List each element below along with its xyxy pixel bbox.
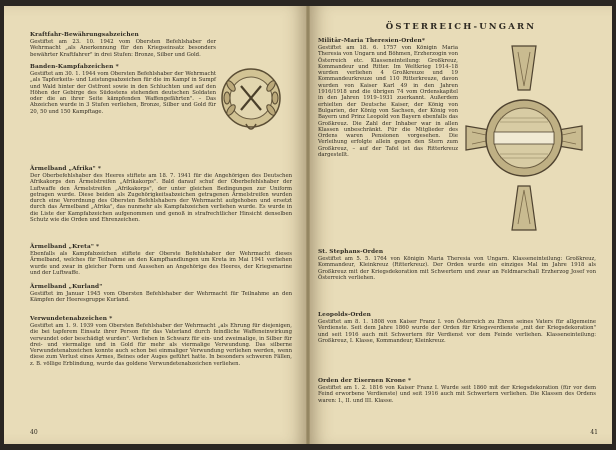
section-title: Ärmelband „Kreta" * [30,244,100,250]
section-afrika [30,166,292,223]
page-number: 41 [590,429,598,436]
section-text: Gestiftet am 23. 10. 1942 vom Obersten Befehlshaber der Wehrmacht „als Anerkennung für den Kriegseinsatz besonders bewährter Kraftfahrer" in drei Stufen: Bronze, Silber und Gold. [30,39,216,58]
section-title: Militär-Maria Theresien-Orden* [318,38,425,44]
section-title: Kraftfahr-Bewährungsabzeichen [30,32,139,38]
section-text: Gestiftet am 8. 1. 1808 von Kaiser Franz I. von Österreich zu Ehren seines Vaters für allgemeine Verdienste. Seit dem Jahre 1860 wurde der Orden für Kriegsverdienste „mit der Kriegsdekoration" und seit 1916 auch mit Schwertern für Verdienst vor dem Feinde verliehen. Klasseneinteilung: Großkreuz, I. Klasse, Kommandeur, Kleinkreuz. [318,319,596,344]
section-kraftfahr [30,32,216,58]
section-eiserne-krone [318,378,596,404]
section-kurland [30,284,292,304]
left-page [4,6,306,444]
section-title: Banden-Kampfabzeichen * [30,64,119,70]
right-page [310,6,612,444]
section-banden [30,64,216,115]
maria-theresien-cross-icon [460,38,588,238]
section-text: Gestiftet am 5. 5. 1764 von Königin Maria Theresia von Ungarn. Klasseneinteilung: Großkreuz, Kommandeur, Kleinkreuz (Ritterkreuz). Der Orden wurde ein einziges Mal im Jahre 1918 als Großkreuz mit der Kriegsdekoration mit Schwertern und zwar an Feldmarschall Erzherzog Josef von Österreich verliehen. [318,256,596,281]
section-text: Gestiftet am 30. 1. 1944 vom Obersten Befehlshaber der Wehrmacht „als Tapferkeits- und Leistungsabzeichen für die im Kampf in Sumpf und Wald hinter der Ostfront sowie in den Schluchten und auf den Höhen der Gebirge des Südostens stehenden deutschen Soldaten oder die an ihrer Seite kämpfenden Waffengefährten". – Das Abzeichen wurde in 3 Stufen verliehen, Bronze, Silber und Gold für 20, 50 und 150 Kampftage. [30,71,216,115]
section-text: Gestiftet im Januar 1945 vom Obersten Befehlshaber der Wehrmacht für Teilnahme an den Kämpfen der Heeresgruppe Kurland. [30,291,292,304]
section-text: Ebenfalls als Kampfabzeichen stiftete der Oberste Befehlshaber der Wehrmacht dieses Ärmelband, welches für Teilnahme an den Kampfhandlungen um Kreta im Mai 1941 verliehen wurde und zwar in gleicher Form und Aussehen an Angehörige des Heeres, der Kriegsmarine und der Luftwaffe. [30,251,292,276]
section-verwundeten [30,316,292,367]
page-heading: ÖSTERREICH-UNGARN [385,22,537,32]
page-number: 40 [30,429,38,436]
section-title: St. Stephans-Orden [318,249,384,255]
section-text: Gestiftet am 1. 2. 1816 von Kaiser Franz I. Wurde seit 1860 mit der Kriegsdekoration (für vor dem Feind erworbene Verdienste) und seit 1916 auch mit Schwertern verliehen. Die Klassen des Ordens waren: I., II. und III. Klasse. [318,385,596,404]
section-title: Ärmelband „Kurland" [30,284,103,290]
section-title: Ärmelband „Afrika" * [30,166,101,172]
section-text: Der Oberbefehlshaber des Heeres stiftete am 18. 7. 1941 für die Angehörigen des Deutschen Afrikakorps den Ärmelstreifen „Afrikakorps". Bald darauf schuf der Oberbefehlshaber der Luftwaffe den Ärmelstreifen „Afrikakorps", der unter gleichen Bedingungen zur Uniform getragen wurde. Diese beiden als Zugehörigkeitsabzeichen getragenen Ärmelstreifen wurden durch eine Verordnung des Obersten Befehlshabers der Wehrmacht aufgehoben und ersetzt durch das Ärmelband „Afrika", das nunmehr als Kampfabzeichen verliehen wurde. Es wurde in die Liste der Kampfabzeichen aufgenommen und genoß in strafrechtlicher Hinsicht denselben Schutz wie die Orden und Ehrenzeichen. [30,173,292,224]
section-maria-theresien [318,38,458,158]
section-text: Gestiftet am 1. 9. 1939 vom Obersten Befehlshaber der Wehrmacht „als Ehrung für diejenigen, die bei tapferem Einsatz ihrer Person für das Vaterland durch feindliche Waffeneinwirkung verwundet oder beschädigt wurden". Verliehen in Schwarz für ein- und zweimalige, in Silber für drei- und viermalige und in Gold für mehr als viermalige Verwundung. Das silberne Verwundetenabzeichen konnte auch schon bei einmaliger Verwundung verliehen werden, wenn diese zum Verlust eines Armes, Beines oder Auges geführt hatte. In besonders schweren Fällen, z. B. völlige Erblindung, wurde das goldene Verwundetenabzeichen verliehen. [30,323,292,367]
section-st-stephan [318,249,596,281]
section-title: Orden der Eisernen Krone * [318,378,412,384]
section-leopold [318,312,596,344]
section-title: Verwundetenabzeichen * [30,316,113,322]
section-title: Leopolds-Orden [318,312,371,318]
wreath-badge-icon [216,64,286,136]
section-text: Gestiftet am 18. 6. 1757 von Königin Maria Theresia von Ungarn und Böhmen, Erzherzogin von Österreich etc. Klasseneinteilung: Großkreuz, Kommandeur und Ritter. Im Weltkrieg 1914–18 wurden verliehen 4 Großkreuze und 19 Kommandeurkreuze und 110 Ritterkreuze, davon wurden von Kaiser Karl 49 in den Jahren 1916/1918 und die übrigen 74 vom Ordenskapitel in den Jahren 1919–1931 zuerkannt. Außerdem erhielten der Deutsche Kaiser, der König von Bulgarien, der König von Sachsen, der König von Bayern und Prinz Leopold von Bayern ebenfalls das Großkreuz. Die Zahl der Inhaber war in allen Klassen unbeschränkt. Für die Mitglieder des Ordens waren Pensionen vorgesehen. Die Verleihung erfolgte allein gegen den Stern zum Großkreuz, – auf der Tafel ist das Ritterkreuz dargestellt. [318,45,458,159]
section-kreta [30,244,292,276]
